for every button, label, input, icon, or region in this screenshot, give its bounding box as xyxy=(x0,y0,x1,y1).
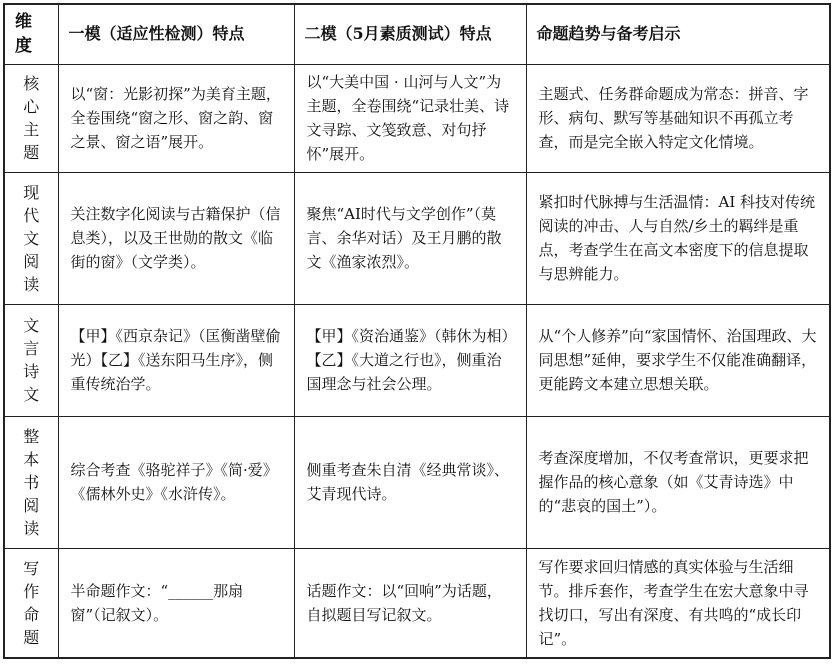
table-header-row xyxy=(4,4,830,64)
trend-cell: 从“个人修养”向“家国情怀、治国理政、大同思想”延伸，要求学生不仅能准确翻译，更能跨文本建立思想关联。 xyxy=(526,304,830,416)
mock-one-cell: 关注数字化阅读与古籍保护（信息类），以及王世勋的散文《临街的窗》（文学类）。 xyxy=(58,172,294,304)
mock-two-cell: 以“大美中国 · 山河与人文”为主题，全卷围绕“记录壮美、诗文寻踪、文笺致意、对句抒怀”展开。 xyxy=(294,64,526,172)
trend-cell: 写作要求回归情感的真实体验与生活细节。排斥套作，考查学生在宏大意象中寻找切口，写出有深度、有共鸣的“成长印记”。 xyxy=(526,548,830,658)
mock-one-cell: 以“窗：光影初探”为美育主题，全卷围绕“窗之形、窗之韵、窗之景、窗之语”展开。 xyxy=(58,64,294,172)
comparison-table xyxy=(3,3,831,659)
mock-one-cell: 综合考查《骆驼祥子》《简·爱》《儒林外史》《水浒传》。 xyxy=(58,416,294,548)
table-row xyxy=(4,64,830,172)
mock-one-cell: 【甲】《西京杂记》（匡衡凿壁偷光）【乙】《送东阳马生序》，侧重传统治学。 xyxy=(58,304,294,416)
dimension-cell xyxy=(4,64,58,172)
dimension-label: 整本书阅读 xyxy=(23,426,40,538)
header-dimension: 维度 xyxy=(4,4,58,64)
dimension-cell xyxy=(4,172,58,304)
mock-two-cell: 侧重考查朱自清《经典常谈》、艾青现代诗。 xyxy=(294,416,526,548)
trend-cell: 主题式、任务群命题成为常态：拼音、字形、病句、默写等基础知识不再孤立考查，而是完全嵌入特定文化情境。 xyxy=(526,64,830,172)
header-mock-two: 二模（5月素质测试）特点 xyxy=(294,4,526,64)
table-row xyxy=(4,416,830,548)
header-mock-one: 一模（适应性检测）特点 xyxy=(58,4,294,64)
dimension-label: 写作命题 xyxy=(23,558,40,647)
trend-cell: 紧扣时代脉搏与生活温情：AI 科技对传统阅读的冲击、人与自然/乡土的羁绊是重点，考查学生在高文本密度下的信息提取与思辨能力。 xyxy=(526,172,830,304)
mock-two-cell: 聚焦“AI时代与文学创作”（莫言、余华对话）及王月鹏的散文《渔家浓烈》。 xyxy=(294,172,526,304)
dimension-label: 现代文阅读 xyxy=(23,182,40,294)
mock-one-cell: 半命题作文：“______那扇窗”（记叙文）。 xyxy=(58,548,294,658)
dimension-cell xyxy=(4,548,58,658)
dimension-cell xyxy=(4,416,58,548)
trend-cell: 考查深度增加，不仅考查常识，更要求把握作品的核心意象（如《艾青诗选》中的“悲哀的国土”）。 xyxy=(526,416,830,548)
dimension-label: 核心主题 xyxy=(23,74,40,162)
mock-two-cell: 【甲】《资治通鉴》（韩休为相）【乙】《大道之行也》，侧重治国理念与社会公理。 xyxy=(294,304,526,416)
dimension-label: 文言诗文 xyxy=(23,316,40,404)
table-row xyxy=(4,172,830,304)
mock-two-cell: 话题作文：以“回响”为话题，自拟题目写记叙文。 xyxy=(294,548,526,658)
table-row xyxy=(4,304,830,416)
header-trend: 命题趋势与备考启示 xyxy=(526,4,830,64)
table-row xyxy=(4,548,830,658)
dimension-cell xyxy=(4,304,58,416)
